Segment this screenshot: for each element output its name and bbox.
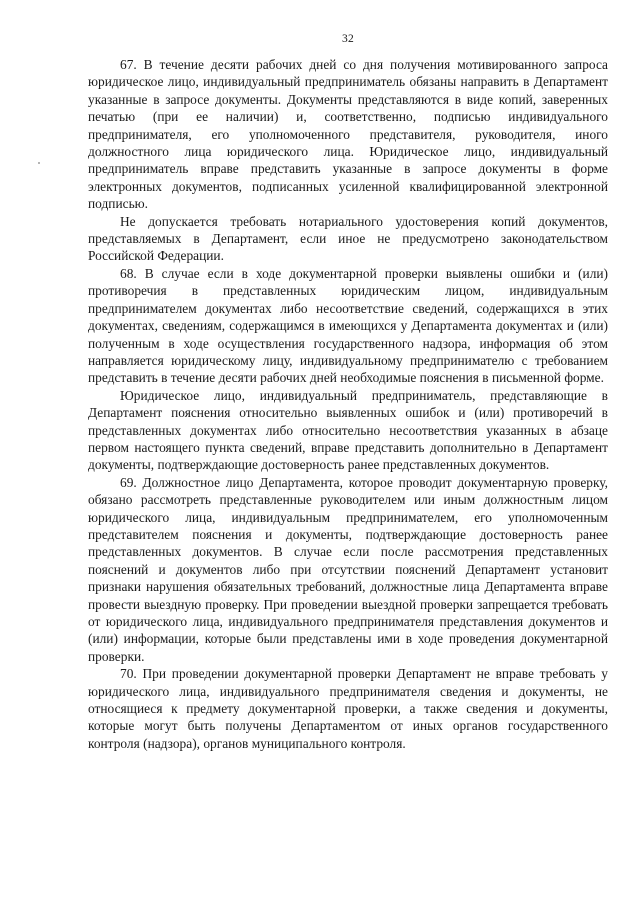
scan-speck [38,162,40,164]
paragraph-70: 70. При проведении документарной проверки Департамент не вправе требовать у юридического лица, индивидуального предпринимателя сведения и документы, не относящиеся к предмету документарной проверки, а также сведения и документы, которые могут быть получены Департаментом от иных органов государственного контроля (надзора), органов муниципального контроля. [88,666,608,751]
page-number: 32 [341,33,355,45]
paragraph-68: 68. В случае если в ходе документарной проверки выявлены ошибки и (или) противоречия в представленных юридическим лицом, индивидуальным предпринимателем документах либо несоответствие сведений, содержащихся в этих документах, сведениям, содержащимся в имеющихся у Департамента документах и (или) полученным в ходе осуществления государственного надзора, информация об этом направляется юридическому лицу, индивидуальному предпринимателю с требованием представить в течение десяти рабочих дней необходимые пояснения в письменной форме. [88,265,608,386]
paragraph-69: 69. Должностное лицо Департамента, которое проводит документарную проверку, обязано рассмотреть представленные руководителем или иным должностным лицом юридического лица, индивидуальным предпринимателем, его уполномоченным представителем пояснения и документы, подтверждающие достоверность ранее представленных документов. В случае если после рассмотрения представленных пояснений и документов либо при отсутствии пояснений Департамент установит признаки нарушения обязательных требований, должностные лица Департамента вправе провести выездную проверку. При проведении выездной проверки запрещается требовать от юридического лица, индивидуального предпринимателя представления документов и (или) информации, которые были представлены ими в ходе проведения документарной проверки. [88,474,608,664]
paragraph-67: 67. В течение десяти рабочих дней со дня получения мотивированного запроса юридическое лицо, индивидуальный предприниматель обязаны направить в Департамент указанные в запросе документы. Документы представляются в виде копий, заверенных печатью (при ее наличии) и, соответственно, подписью индивидуального предпринимателя, его уполномоченного представителя, руководителя, иного должностного лица юридического лица. Юридическое лицо, индивидуальный предприниматель вправе представить указанные в запросе документы в форме электронных документов, подписанных усиленной квалифицированной электронной подписью. [88,57,608,212]
paragraph-67-notarization: Не допускается требовать нотариального удостоверения копий документов, представляемых в Департамент, если иное не предусмотрено законодательством Российской Федерации. [88,213,608,264]
paragraph-68-explanations: Юридическое лицо, индивидуальный предприниматель, представляющие в Департамент пояснения относительно выявленных ошибок и (или) противоречий в представленных документах либо относительно несоответствия указанных в абзаце первом настоящего пункта сведений, вправе представить дополнительно в Департамент документы, подтверждающие достоверность ранее представленных документов. [88,387,608,473]
